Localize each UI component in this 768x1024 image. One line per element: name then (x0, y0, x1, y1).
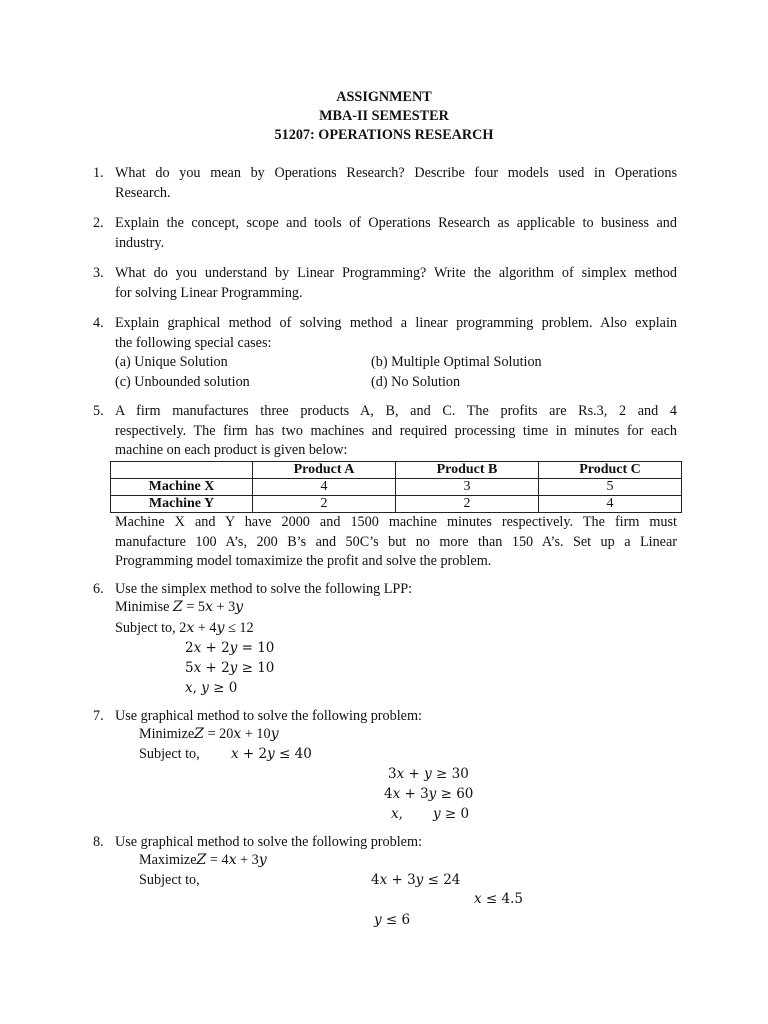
question-text: What do you mean by Operations Research? Describe four models used in Operations (115, 165, 677, 181)
case-row (115, 373, 677, 393)
constraint: 𝑥 ≤ 4.5 (474, 891, 523, 907)
question-text: Machine X and Y have 2000 and 1500 machine minutes respectively. The firm must (115, 514, 677, 530)
question-number: 2. (93, 215, 104, 231)
table-header-cell: Product B (396, 462, 539, 479)
objective-function: Maximize𝑍 = 4𝑥 + 3𝑦 (139, 852, 267, 868)
constraint-subject-label: Subject to, (139, 746, 200, 762)
objective-function: Minimise 𝑍 = 5𝑥 + 3𝑦 (115, 599, 244, 615)
question-text: the following special cases: (115, 334, 272, 351)
table-cell: 3 (396, 479, 539, 496)
question-number: 6. (93, 581, 104, 597)
table-header-cell (111, 462, 253, 479)
constraint-subject-label: Subject to, (139, 872, 200, 888)
question-text: Use graphical method to solve the following problem: (115, 708, 422, 724)
header-course: 51207: OPERATIONS RESEARCH (274, 127, 494, 143)
case-item: (a) Unique Solution (115, 354, 228, 370)
constraint: 4𝑥 + 3𝑦 ≥ 60 (384, 786, 474, 802)
question-text: for solving Linear Programming. (115, 284, 303, 301)
question-number: 4. (93, 315, 104, 331)
question-text: What do you understand by Linear Programming? Write the algorithm of simplex method (115, 265, 677, 281)
constraint: 𝑥 + 2𝑦 ≤ 40 (231, 746, 312, 762)
table-row-label: Machine Y (111, 496, 253, 513)
constraint-subject: Subject to, 2𝑥 + 4𝑦 ≤ 12 (115, 620, 254, 636)
header-semester: MBA-II SEMESTER (319, 108, 449, 124)
table-row-label: Machine X (111, 479, 253, 496)
case-row (115, 353, 677, 373)
constraint: 5𝑥 + 2𝑦 ≥ 10 (185, 660, 275, 676)
table-row (111, 479, 682, 496)
table-cell: 2 (253, 496, 396, 513)
question-text: Explain the concept, scope and tools of Operations Research as applicable to business and (115, 215, 677, 231)
case-item: (c) Unbounded solution (115, 373, 250, 390)
constraint: 𝑦 ≤ 6 (374, 912, 411, 928)
question-text: A firm manufactures three products A, B, and C. The profits are Rs.3, 2 and 4 (115, 403, 677, 419)
table-cell: 5 (539, 479, 682, 496)
document-header (0, 88, 768, 145)
constraint: 2𝑥 + 2𝑦 = 10 (185, 640, 275, 656)
question-text: Research. (115, 184, 171, 201)
question-text: Use graphical method to solve the following problem: (115, 834, 422, 850)
question-number: 1. (93, 165, 104, 181)
question-number: 7. (93, 708, 104, 724)
case-item: (d) No Solution (371, 373, 461, 390)
question-text: respectively. The firm has two machines and required processing time in minutes for each (115, 422, 677, 439)
constraint: 4𝑥 + 3𝑦 ≤ 24 (371, 872, 461, 888)
question-number: 3. (93, 265, 104, 281)
question-number: 8. (93, 834, 104, 850)
question-text: industry. (115, 234, 165, 251)
header-title: ASSIGNMENT (336, 89, 432, 105)
question-text: machine on each product is given below: (115, 442, 348, 458)
objective-function: Minimize𝑍 = 20𝑥 + 10𝑦 (139, 726, 279, 742)
constraint: 𝑥, 𝑦 ≥ 0 (185, 680, 238, 696)
table-cell: 2 (396, 496, 539, 513)
constraint: 3𝑥 + 𝑦 ≥ 30 (388, 766, 469, 782)
table-header-row (111, 462, 682, 479)
table-header-cell: Product C (539, 462, 682, 479)
table-cell: 4 (253, 479, 396, 496)
processing-time-table (110, 461, 682, 513)
question-text: Use the simplex method to solve the following LPP: (115, 581, 413, 597)
table-header-cell: Product A (253, 462, 396, 479)
question-text: Explain graphical method of solving method a linear programming problem. Also explain (115, 315, 677, 331)
case-item: (b) Multiple Optimal Solution (371, 354, 542, 370)
table-row (111, 496, 682, 513)
table-cell: 4 (539, 496, 682, 513)
question-text: Programming model tomaximize the profit and solve the problem. (115, 553, 492, 569)
constraint: 𝑥, 𝑦 ≥ 0 (391, 806, 470, 822)
question-number: 5. (93, 403, 104, 419)
question-text: manufacture 100 A’s, 200 B’s and 50C’s but no more than 150 A’s. Set up a Linear (115, 533, 677, 550)
